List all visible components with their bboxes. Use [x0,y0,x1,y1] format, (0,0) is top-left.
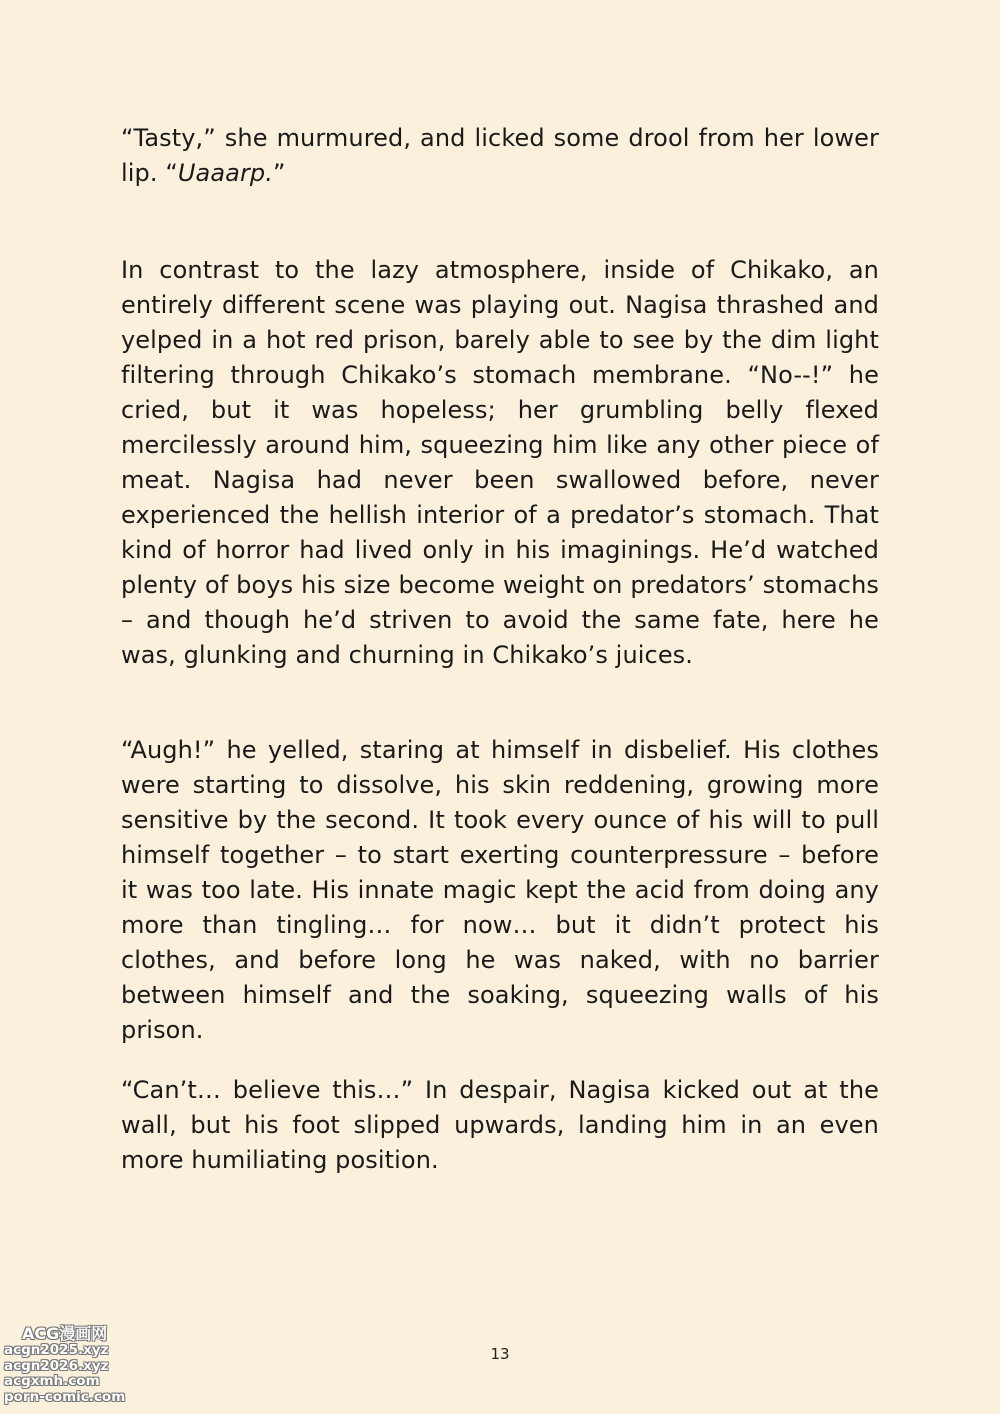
paragraph-2: In contrast to the lazy atmosphere, inside of Chikako, an entirely different scene was playing out. Nagisa thrashed and yelped in a hot red prison, barely able to see by the dim light filtering through Chikako’s stomach membrane. “No--!” he cried, but it was hopeless; her grumbling belly flexed mercilessly around him, squeezing him like any other piece of meat. Nagisa had never been swallowed before, never experienced the hellish interior of a predator’s stomach. That kind of horror had lived only in his imaginings. He’d watched plenty of boys his size become weight on predators’ stomachs – and though he’d striven to avoid the same fate, here he was, glunking and churning in Chikako’s juices. [121,256,879,669]
watermark-line-4: porn-comic.com [4,1388,126,1405]
paragraph-1-closing-quote: ” [273,159,286,187]
watermark-line-3: acgxmh.com [4,1373,100,1389]
paragraph-1-text: “Tasty,” she murmured, and licked some drool from her lower lip. “ [121,124,879,187]
watermark-line-2: acgn2026.xyz [4,1357,109,1374]
watermark [4,1324,129,1405]
watermark-line-1: acgn2025.xyz [4,1342,109,1358]
paragraph-1-emphasis: Uaaarp. [177,159,273,187]
paragraph-4: “Can’t… believe this…” In despair, Nagisa kicked out at the wall, but his foot slipped upwards, landing him in an even more humiliating position. [121,1076,879,1174]
paragraph-3: “Augh!” he yelled, staring at himself in disbelief. His clothes were starting to dissolve, his skin reddening, growing more sensitive by the second. It took every ounce of his will to pull himself together – to start exerting counterpressure – before it was too late. His innate magic kept the acid from doing any more than tingling… for now… but it didn’t protect his clothes, and before long he was naked, with no barrier between himself and the soaking, squeezing walls of his prison. [121,736,879,1044]
paragraph-1 [121,121,879,191]
watermark-brand: ACG漫画网 [22,1324,108,1343]
page-number: 13 [490,1345,510,1363]
